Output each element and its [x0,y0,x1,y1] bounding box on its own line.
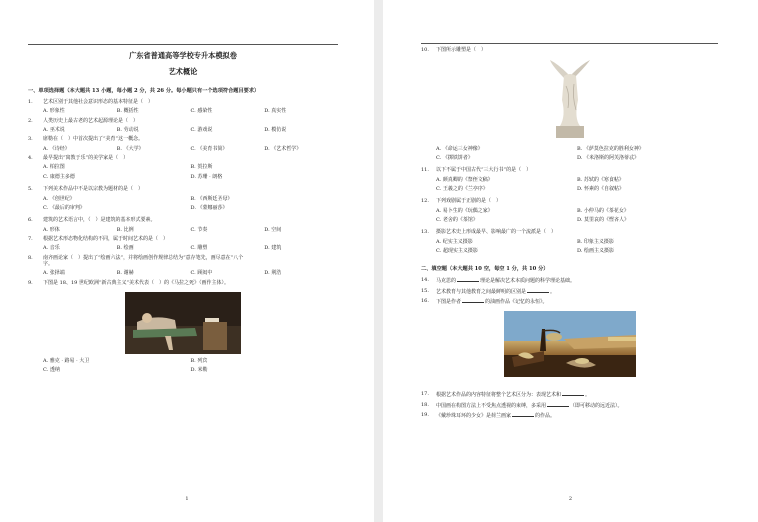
header-rule [421,43,718,44]
fill-text [436,402,718,409]
question-text: 摄影艺术史上形成最早、影响最广的一个流派是（ ） [436,229,557,236]
answer-option: C. 感染性 [190,108,213,115]
answer-option: A. 音乐 [43,245,60,252]
question-number: 14. [421,277,429,284]
answer-option: B. 《西斯廷圣母》 [190,195,233,202]
fill-list-a [421,277,718,305]
exam-title: 广东省普通高等学校专升本模拟卷 [129,51,237,60]
question-text: 下图是 18、19 世纪欧洲“新古典主义”美术代表（ ）的《马拉之死》（画作主体）。 [43,279,230,286]
question-item [28,118,338,124]
fill-item [421,288,718,295]
question-text: 根据艺术形态物化结构的不同，属于时间艺术的是（ ） [43,236,169,243]
question-text: 南齐画论家（ ）提出了“绘画六法”，并将绘画创作规律总结为“意存笔先，画尽意在”八个 [43,254,244,261]
question-text: 下图所示雕塑是（ ） [436,47,487,54]
option-list [28,270,338,276]
answer-option: A. 张择端 [43,270,65,277]
answer-option: D. 荆浩 [264,270,282,277]
question-text: 下列戏剧属于正剧的是（ ） [436,198,502,205]
answer-option: D. 建筑 [264,245,282,252]
exam-page-1 [0,0,374,522]
answer-option: A. 《创世纪》 [43,195,75,202]
section-heading-2: 二、填空题（本大题共 10 空，每空 1 分，共 10 分） [421,266,549,273]
answer-blank [562,391,584,396]
question-item [28,136,338,142]
answer-option: A. 易卜生的《玩偶之家》 [436,207,493,214]
question-item [421,229,718,235]
answer-option: B. 比例 [116,226,134,233]
fill-text [436,288,718,295]
answer-option: B. 小仲马的《茶花女》 [577,207,629,214]
answer-option: D. 《米洛斯的阿芙洛蒂忒》 [577,154,640,161]
answer-option: B. 概括性 [116,108,139,115]
option-list [28,108,338,114]
question-number: 16. [421,298,429,305]
fill-text [436,412,718,419]
answer-option: D. 绘画主义摄影 [577,247,615,254]
answer-blank [457,277,479,282]
question-number: 9. [28,279,33,286]
fill-text-after: 的作品。 [535,413,556,420]
answer-option: A. 雅克 · 路易 · 大卫 [43,358,90,365]
question-number: 11. [421,167,429,174]
fill-item [421,298,718,305]
question-item [28,186,338,192]
question-text: 建筑的艺术语言中，（ ）是建筑的基本形式要素。 [43,217,156,224]
answer-option: A. 《诗经》 [43,145,70,152]
page-number: 2 [568,495,573,502]
answer-option: D. 米勒 [190,367,208,374]
answer-option: C. 超现实主义摄影 [436,247,478,254]
answer-option: C. 透纳 [43,367,60,374]
answer-option: D. 《蒙娜丽莎》 [190,204,228,211]
question-text: 最早提出“寓教于乐”的美学家是（ ） [43,155,129,162]
option-list [421,208,718,227]
question-number: 8. [28,254,33,261]
question-text-continued: 字。 [43,261,54,268]
answer-option: C. 《最后的审判》 [43,204,85,211]
question-item [28,280,338,286]
answer-option: D. 真实性 [264,108,287,115]
question-number: 6. [28,217,33,224]
fill-item [421,402,718,409]
answer-option: C. 顾闳中 [190,270,213,277]
fill-item [421,277,718,284]
question-number: 10. [421,47,429,54]
fill-text-after: 的油画作品《记忆的永恒》。 [485,299,548,306]
answer-blank [547,402,569,407]
question-number: 18. [421,401,429,408]
fill-text-after: 理论是解决艺术本质问题的科学理论基础。 [480,278,576,285]
fill-item [421,412,718,419]
option-list [28,358,338,377]
option-list [28,146,338,152]
fill-text-before: 马克思的 [436,278,457,285]
option-list [28,164,338,183]
fill-text [436,298,718,305]
question-number: 4. [28,155,33,162]
answer-option: A. 巫术说 [43,126,65,133]
fill-text-before: 根据艺术作品的内容特征将整个艺术区分为：表现艺术和 [436,392,562,399]
option-list [421,239,718,258]
answer-option: C. 雕塑 [190,245,208,252]
answer-option: B. 劳动说 [116,126,139,133]
fill-item [421,391,718,398]
question-text: 艺术区别于其他社会意识形态的基本特征是（ ） [43,98,154,105]
answer-blank [527,288,549,293]
question-text: 人类历史上最古老的艺术起源理论是（ ） [43,117,139,124]
question-number: 2. [28,117,33,124]
option-list [421,177,718,196]
question-number: 5. [28,186,33,193]
question-number: 15. [421,287,429,294]
persistence-of-memory-painting [504,311,636,377]
answer-option: D. 苏珊 · 朗格 [190,173,223,180]
question-item [28,236,338,242]
question-item [28,255,338,261]
answer-option: A. 形体 [43,226,60,233]
header-rule [28,44,338,45]
question-number: 7. [28,236,33,243]
answer-option: D. 空间 [264,226,282,233]
answer-option: B. 贺拉斯 [190,164,213,171]
question-text: 席勒在（ ）中首次提出了“美育”这一概念。 [43,136,144,143]
fill-text-after: 。 [585,392,591,399]
answer-option: A. 柏拉图 [43,164,65,171]
question-number: 19. [421,412,429,419]
answer-option: C. 《掷铁饼者》 [436,154,473,161]
fill-text-before: 中国画在构图方法上不受焦点透视的束缚，多采用 [436,402,547,409]
fill-text-after: （即可移动的远近法）。 [570,402,623,409]
fill-text-before: 艺术教育与其他教育之间最鲜明的区别是 [436,288,527,295]
page-number: 1 [185,495,189,502]
fill-list-b [421,391,718,419]
question-list-1 [28,99,338,377]
fill-text [436,391,718,398]
section-heading-1: 一、单项选择题（本大题共 13 小题，每小题 2 分，共 26 分。每小题只有一个选项符合题目要求） [28,88,260,94]
question-item [421,47,718,53]
death-of-marat-painting [125,292,241,354]
answer-option: A. 颜真卿的《祭侄文稿》 [436,176,493,183]
answer-option: B. 印象主义摄影 [577,238,614,245]
answer-option: C. 节奏 [190,226,208,233]
answer-option: B. 《大学》 [116,145,144,152]
answer-blank [512,412,534,417]
answer-option: B. 绘画 [116,245,134,252]
question-number: 1. [28,98,33,105]
answer-option: C. 老舍的《茶馆》 [436,216,478,223]
question-item [28,99,338,105]
question-text: 以下不属于中国古代“三大行书”的是（ ） [436,167,532,174]
question-item [28,155,338,161]
answer-option: B. 苏轼的《寒食帖》 [577,176,624,183]
option-list [421,146,718,165]
answer-option: A. 《命运三女神像》 [436,145,483,152]
winged-victory-sculpture [548,60,592,142]
question-text: 下列美术作品中不是以宗教为题材的是（ ） [43,186,144,193]
option-list [28,196,338,215]
answer-option: C. 《美育书简》 [190,145,228,152]
question-number: 13. [421,229,429,236]
fill-text [436,277,718,284]
exam-page-2 [383,0,758,522]
answer-option: A. 形象性 [43,108,65,115]
fill-text-after: 。 [550,288,556,295]
answer-option: C. 康德主多德 [43,173,75,180]
question-item [421,167,718,173]
question-number: 3. [28,136,33,143]
answer-option: B. 《萨莫色拉克的胜利女神》 [577,145,644,152]
question-number: 17. [421,391,429,398]
question-item [421,198,718,204]
answer-option: D. 莫里哀的《悭吝人》 [577,216,630,223]
question-number: 12. [421,198,429,205]
answer-option: D. 《艺术哲学》 [264,145,302,152]
answer-option: C. 王羲之的《兰亭序》 [436,185,488,192]
answer-option: B. 列宾 [190,358,208,365]
question-list-2 [421,47,718,257]
answer-option: D. 怀素的《自叙帖》 [577,185,625,192]
fill-text-before: 下图是作者 [436,299,462,306]
answer-option: C. 游戏说 [190,126,213,133]
answer-option: A. 纪实主义摄影 [436,238,473,245]
question-item [28,217,338,223]
option-list [28,127,338,133]
answer-blank [462,298,484,303]
answer-option: D. 模仿说 [264,126,287,133]
option-list [28,245,338,251]
fill-text-before: 《戴珍珠耳环的少女》是荷兰画家 [436,413,512,420]
exam-subject: 艺术概论 [168,67,198,76]
option-list [28,227,338,233]
answer-option: B. 谢赫 [116,270,134,277]
